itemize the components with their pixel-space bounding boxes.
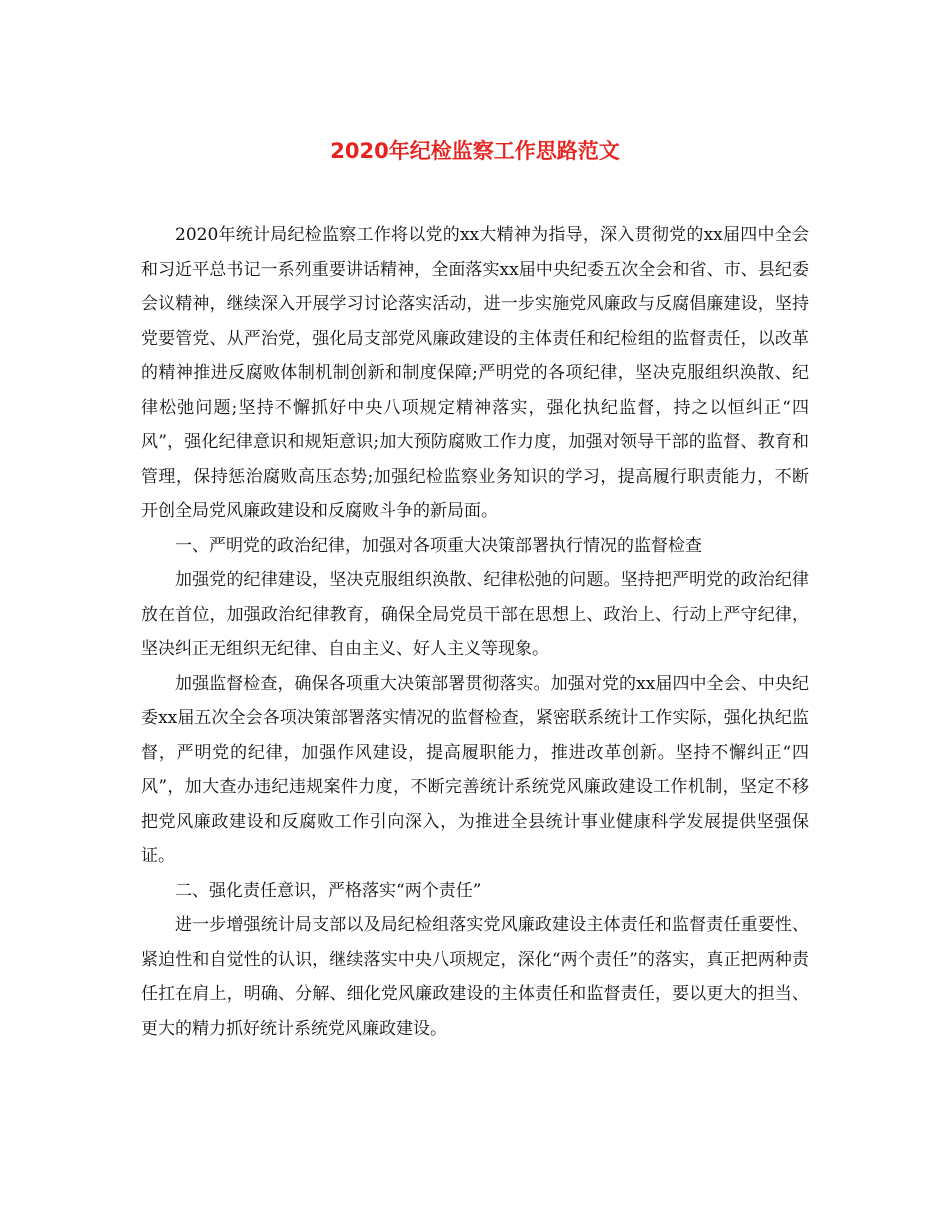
page-title: 2020年纪检监察工作思路范文	[330, 139, 620, 163]
section-heading-2: 二、强化责任意识，严格落实“两个责任”	[175, 880, 482, 901]
paragraph-supervision: 加强监督检查，确保各项重大决策部署贯彻落实。加强对党的xx届四中全会、中央纪委xx届五次全会各项决策部署落实情况的监督检查，紧密联系统计工作实际，强化执纪监督，严明党的纪律，加强作风建设，提高履职能力，推进改革创新。坚持不懈纠正“四风”，加大查办违纪违规案件力度，不断完善统计系统党风廉政建设工作机制，坚定不移把党风廉政建设和反腐败工作引向深入，为推进全县统计事业健康科学发展提供坚强保证。	[141, 673, 809, 866]
paragraph-discipline: 加强党的纪律建设，坚决克服组织涣散、纪律松弛的问题。坚持把严明党的政治纪律放在首位，加强政治纪律教育，确保全局党员干部在思想上、政治上、行动上严守纪律，坚决纠正无组织无纪律、自由主义、好人主义等现象。	[141, 570, 809, 659]
paragraph-responsibility: 进一步增强统计局支部以及局纪检组落实党风廉政建设主体责任和监督责任重要性、紧迫性和自觉性的认识，继续落实中央八项规定，深化“两个责任”的落实，真正把两种责任扛在肩上，明确、分解、细化党风廉政建设的主体责任和监督责任，要以更大的担当、更大的精力抓好统计系统党风廉政建设。	[141, 915, 809, 1039]
section-heading-1: 一、严明党的政治纪律，加强对各项重大决策部署执行情况的监督检查	[175, 535, 702, 556]
document-body	[141, 218, 809, 1046]
paragraph-intro: 2020年统计局纪检监察工作将以党的xx大精神为指导，深入贯彻党的xx届四中全会和习近平总书记一系列重要讲话精神，全面落实xx届中央纪委五次全会和省、市、县纪委会议精神，继续深入开展学习讨论落实活动，进一步实施党风廉政与反腐倡廉建设，坚持党要管党、从严治党，强化局支部党风廉政建设的主体责任和纪检组的监督责任，以改革的精神推进反腐败体制机制创新和制度保障;严明党的各项纪律，坚决克服组织涣散、纪律松弛问题;坚持不懈抓好中央八项规定精神落实，强化执纪监督，持之以恒纠正“四风”，强化纪律意识和规矩意识;加大预防腐败工作力度，加强对领导干部的监督、教育和管理，保持惩治腐败高压态势;加强纪检监察业务知识的学习，提高履行职责能力，不断开创全局党风廉政建设和反腐败斗争的新局面。	[141, 225, 809, 521]
